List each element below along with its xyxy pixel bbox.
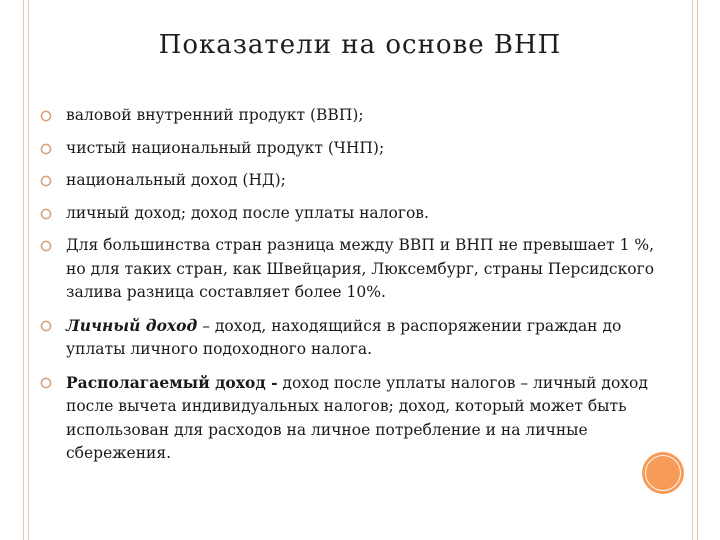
bullet-text: доход после уплаты налогов – личный доход после вычета индивидуальных налогов; доход, который может быть использован для расходов на личное потребление и на личные сбережения. <box>66 373 648 462</box>
bullet-text: чистый национальный продукт (ЧНП); <box>66 138 385 157</box>
list-item <box>40 104 660 128</box>
circle-bullet-icon <box>40 110 52 122</box>
list-item <box>40 371 660 466</box>
bullet-text: личный доход; доход после уплаты налогов. <box>66 203 429 222</box>
frame-line-right-inner <box>692 0 693 540</box>
circle-bullet-icon <box>40 377 52 389</box>
decorative-orange-circle <box>642 452 684 494</box>
list-item <box>40 202 660 226</box>
bullet-text: Для большинства стран разница между ВВП и ВНП не превышает 1 %, но для таких стран, как Швейцария, Люксембург, страны Персидского залива разница составляет более 10%. <box>66 236 655 301</box>
circle-bullet-icon <box>40 320 52 332</box>
frame-line-left-outer <box>23 0 24 540</box>
slide-title: Показатели на основе ВНП <box>158 30 562 60</box>
circle-bullet-icon <box>40 208 52 220</box>
bullet-list <box>40 104 660 475</box>
bullet-lead-term: Личный доход <box>66 315 198 335</box>
circle-bullet-icon <box>40 143 52 155</box>
list-item <box>40 137 660 161</box>
circle-bullet-icon <box>40 175 52 187</box>
list-item <box>40 234 660 305</box>
list-item <box>40 169 660 193</box>
bullet-text: национальный доход (НД); <box>66 171 286 189</box>
decorative-orange-circle-ring <box>645 455 681 491</box>
frame-line-right-outer <box>697 0 698 540</box>
bullet-text: – доход, находящийся в распоряжении граждан до уплаты личного подоходного налога. <box>66 316 622 358</box>
frame-line-left-inner <box>28 0 29 540</box>
list-item <box>40 314 660 362</box>
bullet-text: валовой внутренний продукт (ВВП); <box>66 106 364 124</box>
circle-bullet-icon <box>40 240 52 252</box>
bullet-lead-term: Располагаемый доход - <box>66 372 278 392</box>
